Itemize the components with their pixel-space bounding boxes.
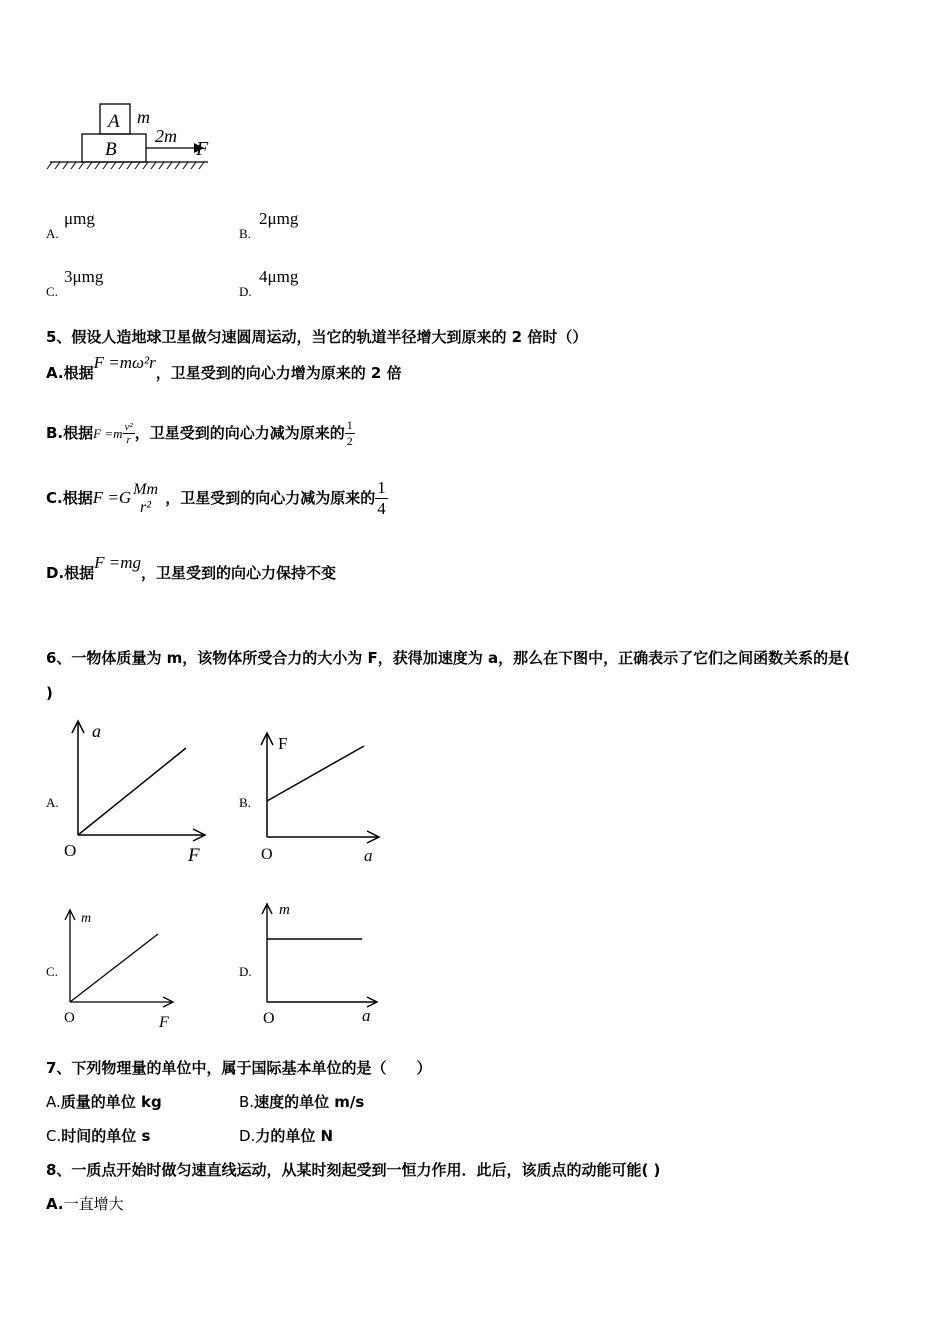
q5-option-c[interactable]: C.根据F =G Mm r² ，卫星受到的向心力减为原来的 $\frac{1}{4}$ [46,478,386,518]
q6-a-xlabel: F [188,845,200,865]
q8-stem: 8、一质点开始时做匀速直线运动，从某时刻起受到一恒力作用．此后，该质点的动能可能( ) [46,1161,661,1179]
q7-option-c[interactable]: C.时间的单位 s [46,1127,151,1145]
q6-b-ylabel: F [278,734,288,753]
q6-b-xlabel: a [364,846,373,865]
q6-c-ylabel: m [81,911,92,926]
q6-b-origin: O [261,846,273,863]
mass-a-label: m [137,107,150,127]
q7-option-b[interactable]: B.速度的单位 m/s [239,1093,365,1111]
q7-stem: 7、下列物理量的单位中，属于国际基本单位的是（ ） [46,1059,432,1077]
q6-graph-b[interactable] [254,725,394,870]
q4-option-d[interactable]: 4μmg [259,267,299,286]
q4-option-c[interactable]: 3μmg [64,267,104,286]
block-a-label: A [108,111,120,132]
q5-stem: 5、假设人造地球卫星做匀速圆周运动，当它的轨道半径增大到原来的 2 倍时（） [46,328,588,346]
q6-c-xlabel: F [159,1014,169,1031]
q4-option-b-letter: B. [239,226,251,241]
q4-option-d-letter: D. [239,284,252,299]
q4-option-a[interactable]: μmg [64,209,95,228]
q6-option-d-letter[interactable]: D. [239,964,252,979]
q6-a-ylabel: a [92,721,101,741]
q6-graph-c[interactable] [58,902,188,1032]
q6-d-ylabel: m [279,902,290,918]
q5-d-formula: F =mg [94,553,142,572]
q6-option-b-letter[interactable]: B. [239,795,251,810]
mass-b-label: 2m [155,126,177,146]
q5-option-d[interactable]: D.根据F =mg，卫星受到的向心力保持不变 [46,553,337,582]
q6-d-origin: O [263,1010,275,1027]
q7-option-d[interactable]: D.力的单位 N [239,1127,334,1145]
q4-option-a-letter: A. [46,226,59,241]
q6-option-a-letter[interactable]: A. [46,795,59,810]
q6-a-origin: O [64,841,77,860]
q5-option-a[interactable]: A.根据F =mω²r，卫星受到的向心力增为原来的 2 倍 [46,353,402,382]
q6-c-origin: O [64,1010,75,1026]
q7-option-a[interactable]: A.质量的单位 kg [46,1093,162,1111]
force-label: F [196,138,209,160]
q6-d-xlabel: a [362,1006,371,1025]
q5-a-formula: F =mω²r [93,353,156,372]
q8-option-a[interactable]: A.一直增大 [46,1195,124,1213]
q6-graph-a[interactable] [60,715,210,865]
q6-stem-line1: 6、一物体质量为 m，该物体所受合力的大小为 F，获得加速度为 a，那么在下图中，正确表示了它们之间函数关系的是( [46,649,850,667]
block-b-label: B [105,139,117,160]
q6-graph-d[interactable] [256,896,386,1031]
q4-option-b[interactable]: 2μmg [259,209,299,228]
q5-option-b[interactable]: B.根据F =m $\frac{\text{v²}}{r}$ ，卫星受到的向心力减为原来的 $\frac{1}{2}$ [46,418,353,448]
q4-option-c-letter: C. [46,284,58,299]
blocks-figure [44,98,224,178]
q6-option-c-letter[interactable]: C. [46,964,58,979]
q6-stem-line2: ) [46,684,53,702]
